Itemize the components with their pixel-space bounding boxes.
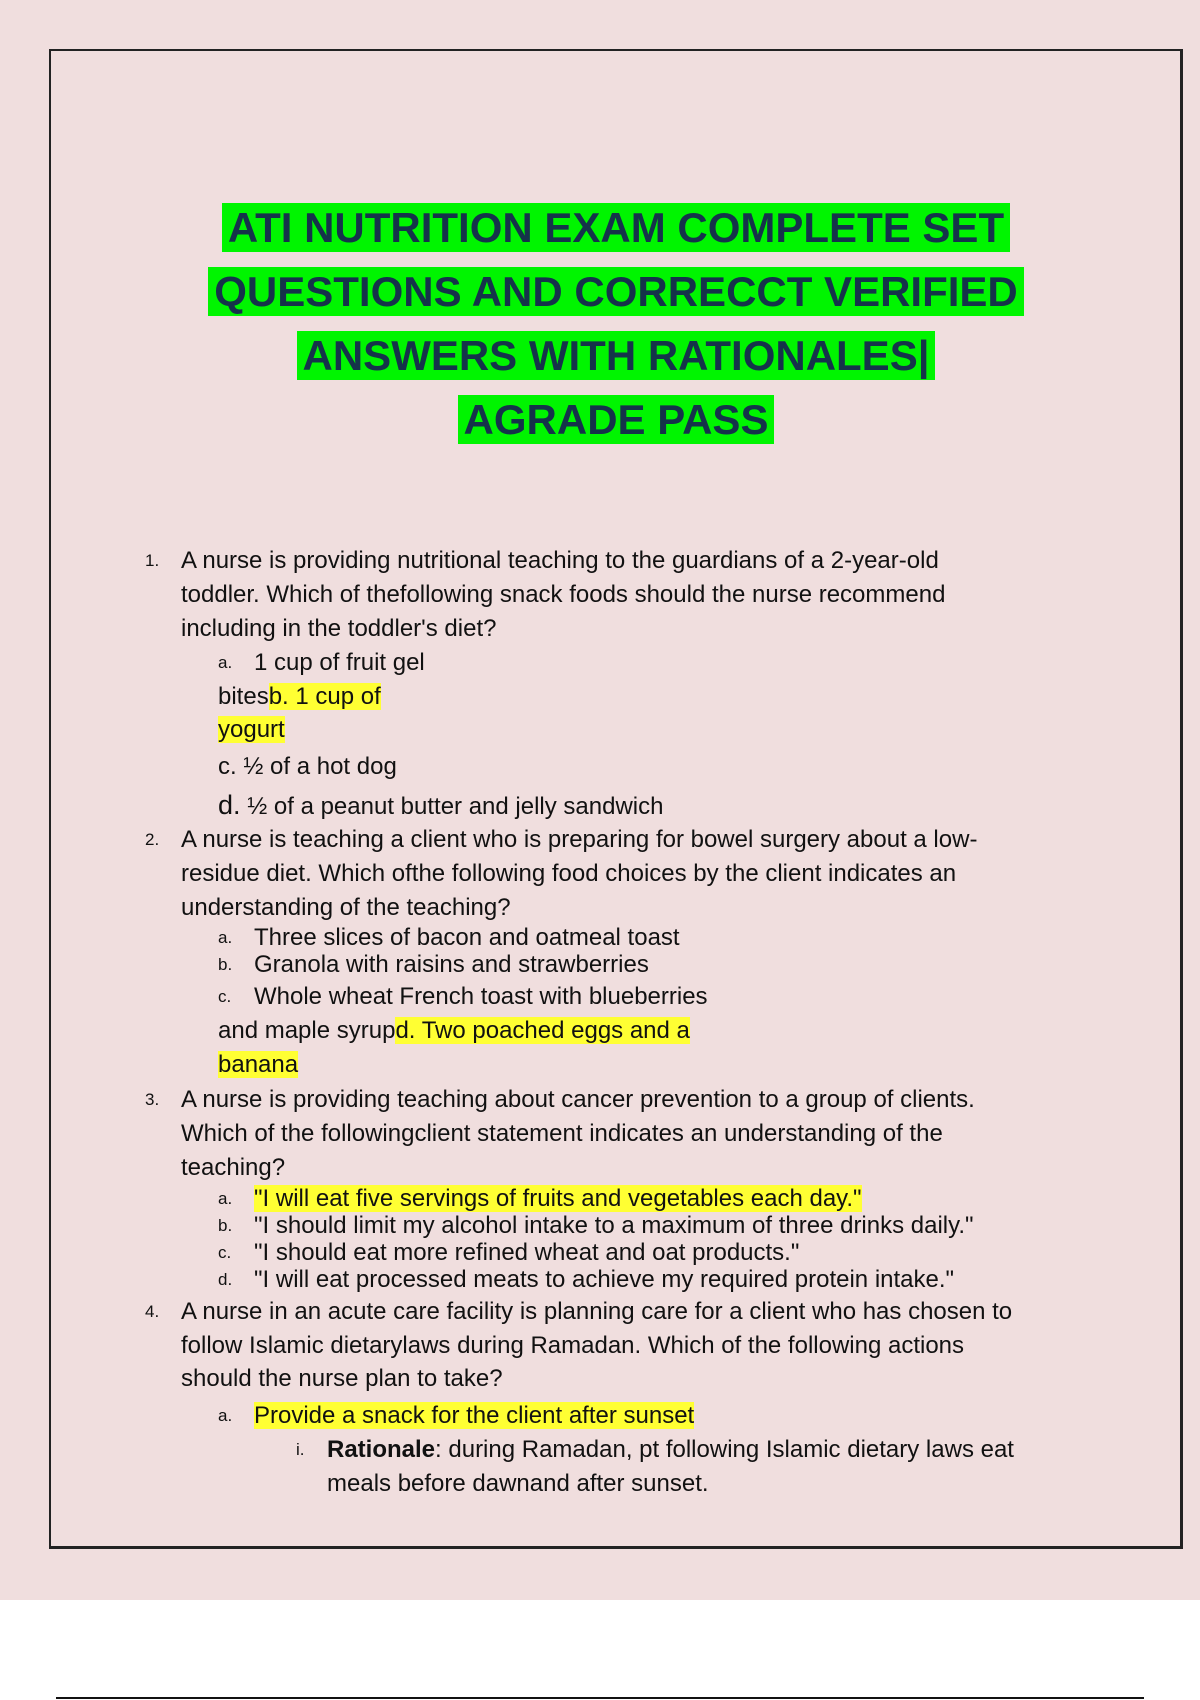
bottom-divider	[56, 1697, 1144, 1699]
option-wrap-line: and maple syrupd. Two poached eggs and a	[218, 1017, 690, 1044]
option-letter: a.	[218, 1406, 233, 1425]
option-text: Whole wheat French toast with blueberries	[254, 983, 708, 1010]
title-line-4: AGRADE PASS	[180, 388, 1052, 452]
option-letter: d.	[218, 790, 241, 820]
option-text: ½ of a peanut butter and jelly sandwich	[240, 793, 664, 820]
option-text: "I should eat more refined wheat and oat products."	[254, 1239, 800, 1266]
option-letter: b.	[218, 1216, 233, 1235]
question-number: 3.	[145, 1090, 160, 1109]
option-wrap-line	[218, 714, 285, 746]
question-stem-line: Which of the followingclient statement indicates an understanding of the	[181, 1120, 943, 1147]
title-line-2: QUESTIONS AND CORRECCT VERIFIED	[180, 260, 1052, 324]
correct-answer-highlight: "I will eat five servings of fruits and vegetables each day."	[254, 1185, 862, 1212]
option-text: 1 cup of fruit gel	[254, 649, 425, 676]
title-line-1: ATI NUTRITION EXAM COMPLETE SET	[180, 196, 1052, 260]
option-wrap-line	[218, 1049, 298, 1081]
question-stem-line: including in the toddler's diet?	[181, 615, 497, 642]
rationale-line: Rationale: during Ramadan, pt following Islamic dietary laws eat	[327, 1436, 1014, 1463]
option-text: c. ½ of a hot dog	[218, 753, 397, 780]
question-stem-line: follow Islamic dietarylaws during Ramadan. Which of the following actions	[181, 1332, 965, 1359]
question-stem-line: should the nurse plan to take?	[181, 1365, 503, 1392]
option-text	[254, 1400, 694, 1432]
question-number: 2.	[145, 830, 160, 849]
option-line	[218, 789, 663, 823]
rationale-numeral: i.	[296, 1440, 305, 1459]
question-stem-line: residue diet. Which ofthe following food choices by the client indicates an	[181, 860, 957, 887]
correct-answer-highlight: d. Two poached eggs and a	[395, 1017, 690, 1044]
correct-answer-highlight: yogurt	[218, 716, 285, 743]
option-text: "I will eat processed meats to achieve my required protein intake."	[254, 1266, 955, 1293]
question-stem-line: A nurse in an acute care facility is planning care for a client who has chosen to	[181, 1298, 1013, 1325]
question-stem-line: A nurse is providing nutritional teaching to the guardians of a 2-year-old	[181, 547, 939, 574]
question-number: 4.	[145, 1302, 160, 1321]
option-text: Three slices of bacon and oatmeal toast	[254, 924, 680, 951]
option-wrap-line: bitesb. 1 cup of	[218, 683, 381, 710]
option-letter: b.	[218, 955, 233, 974]
option-text	[254, 1185, 862, 1213]
question-stem-line: understanding of the teaching?	[181, 894, 511, 921]
correct-answer-highlight: b. 1 cup of	[268, 683, 381, 710]
option-text: "I should limit my alcohol intake to a maximum of three drinks daily."	[254, 1212, 974, 1239]
option-letter: d.	[218, 1270, 233, 1289]
correct-answer-highlight: Provide a snack for the client after sunset	[254, 1402, 695, 1429]
option-letter: a.	[218, 928, 233, 947]
question-stem-line: A nurse is providing teaching about cancer prevention to a group of clients.	[181, 1086, 975, 1113]
correct-answer-highlight: banana	[218, 1051, 299, 1078]
question-number: 1.	[145, 551, 160, 570]
rationale-label: Rationale	[327, 1436, 436, 1463]
question-stem-line: A nurse is teaching a client who is preparing for bowel surgery about a low-	[181, 826, 978, 853]
title-line-3: ANSWERS WITH RATIONALES|	[180, 324, 1052, 388]
question-stem-line: teaching?	[181, 1154, 286, 1181]
option-letter: c.	[218, 987, 232, 1006]
option-letter: a.	[218, 1189, 233, 1208]
option-text: Granola with raisins and strawberries	[254, 951, 649, 978]
document-title	[180, 196, 1052, 452]
option-letter: a.	[218, 653, 233, 672]
question-stem-line: toddler. Which of thefollowing snack foods should the nurse recommend	[181, 581, 946, 608]
option-letter: c.	[218, 1243, 232, 1262]
rationale-line: meals before dawnand after sunset.	[327, 1470, 709, 1497]
